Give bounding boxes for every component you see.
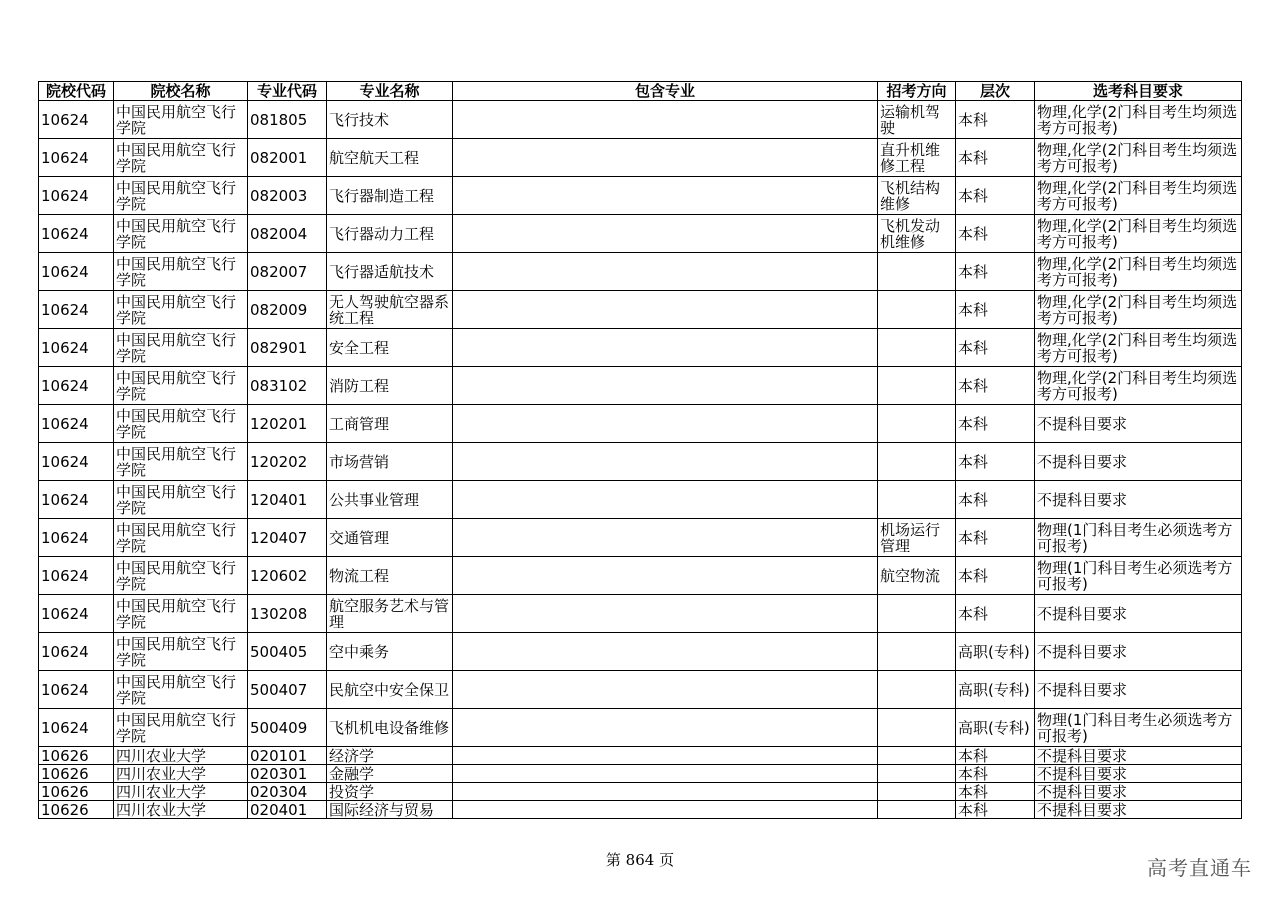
table-cell (878, 765, 956, 783)
table-cell (878, 595, 956, 633)
table-cell: 物理,化学(2门科目考生均须选考方可报考) (1035, 291, 1242, 329)
table-cell: 高职(专科) (956, 633, 1035, 671)
table-cell: 交通管理 (327, 519, 453, 557)
table-cell (878, 291, 956, 329)
table-cell: 四川农业大学 (114, 783, 248, 801)
table-cell (453, 443, 878, 481)
table-cell: 本科 (956, 519, 1035, 557)
table-cell: 120602 (248, 557, 327, 595)
table-cell: 10624 (39, 443, 114, 481)
table-cell: 机场运行管理 (878, 519, 956, 557)
table-cell: 物理,化学(2门科目考生均须选考方可报考) (1035, 253, 1242, 291)
table-cell: 082004 (248, 215, 327, 253)
table-cell: 中国民用航空飞行学院 (114, 633, 248, 671)
table-cell: 高职(专科) (956, 709, 1035, 747)
table-cell: 安全工程 (327, 329, 453, 367)
table-cell (453, 801, 878, 819)
table-cell: 本科 (956, 443, 1035, 481)
table-cell: 物理,化学(2门科目考生均须选考方可报考) (1035, 101, 1242, 139)
table-cell: 物理,化学(2门科目考生均须选考方可报考) (1035, 139, 1242, 177)
table-cell (453, 519, 878, 557)
table-cell: 082009 (248, 291, 327, 329)
table-row (39, 329, 1242, 367)
table-cell: 083102 (248, 367, 327, 405)
table-row (39, 405, 1242, 443)
table-cell: 081805 (248, 101, 327, 139)
table-cell: 中国民用航空飞行学院 (114, 367, 248, 405)
table-cell: 10624 (39, 481, 114, 519)
table-cell: 本科 (956, 215, 1035, 253)
table-cell (453, 329, 878, 367)
table-cell: 500409 (248, 709, 327, 747)
table-cell: 500407 (248, 671, 327, 709)
table-row (39, 481, 1242, 519)
table-cell: 本科 (956, 101, 1035, 139)
table-cell (878, 783, 956, 801)
table-cell: 中国民用航空飞行学院 (114, 253, 248, 291)
table-cell (453, 747, 878, 765)
column-header: 招考方向 (878, 82, 956, 101)
table-cell: 本科 (956, 329, 1035, 367)
table-cell: 四川农业大学 (114, 747, 248, 765)
table-row (39, 101, 1242, 139)
table-cell (453, 633, 878, 671)
table-cell: 10626 (39, 801, 114, 819)
table-cell: 10624 (39, 177, 114, 215)
table-cell: 10624 (39, 215, 114, 253)
table-cell: 无人驾驶航空器系统工程 (327, 291, 453, 329)
table-cell: 中国民用航空飞行学院 (114, 519, 248, 557)
table-cell (453, 595, 878, 633)
table-cell: 10624 (39, 291, 114, 329)
table-cell: 120407 (248, 519, 327, 557)
table-cell: 飞行技术 (327, 101, 453, 139)
table-cell (453, 765, 878, 783)
table-cell: 中国民用航空飞行学院 (114, 215, 248, 253)
table-cell: 本科 (956, 139, 1035, 177)
table-row (39, 139, 1242, 177)
table-cell: 四川农业大学 (114, 765, 248, 783)
table-cell: 500405 (248, 633, 327, 671)
column-header: 院校代码 (39, 82, 114, 101)
table-cell: 不提科目要求 (1035, 443, 1242, 481)
table-cell: 10624 (39, 367, 114, 405)
table-cell: 空中乘务 (327, 633, 453, 671)
table-row (39, 633, 1242, 671)
table-cell: 本科 (956, 765, 1035, 783)
column-header: 专业名称 (327, 82, 453, 101)
table-row (39, 367, 1242, 405)
table-cell: 不提科目要求 (1035, 595, 1242, 633)
column-header: 层次 (956, 82, 1035, 101)
column-header: 包含专业 (453, 82, 878, 101)
table-cell: 物理(1门科目考生必须选考方可报考) (1035, 709, 1242, 747)
header-row (39, 82, 1242, 101)
table-cell (878, 747, 956, 765)
table-cell: 120202 (248, 443, 327, 481)
table-cell: 10624 (39, 709, 114, 747)
table-cell (878, 633, 956, 671)
table-cell: 10624 (39, 633, 114, 671)
table-cell: 不提科目要求 (1035, 633, 1242, 671)
table-cell: 10626 (39, 783, 114, 801)
page-number: 第 864 页 (605, 851, 675, 869)
table-cell: 中国民用航空飞行学院 (114, 405, 248, 443)
table-cell: 四川农业大学 (114, 801, 248, 819)
table-cell: 市场营销 (327, 443, 453, 481)
table-cell: 10624 (39, 557, 114, 595)
table-cell: 物理,化学(2门科目考生均须选考方可报考) (1035, 367, 1242, 405)
column-header: 院校名称 (114, 82, 248, 101)
table-cell: 物理(1门科目考生必须选考方可报考) (1035, 557, 1242, 595)
table-cell: 不提科目要求 (1035, 671, 1242, 709)
table-cell: 10624 (39, 595, 114, 633)
table-cell (878, 405, 956, 443)
table-cell: 10626 (39, 747, 114, 765)
table-row (39, 291, 1242, 329)
table-cell: 本科 (956, 291, 1035, 329)
table-cell: 不提科目要求 (1035, 481, 1242, 519)
table-cell: 工商管理 (327, 405, 453, 443)
table-cell (453, 367, 878, 405)
table-cell: 金融学 (327, 765, 453, 783)
table-cell: 航空服务艺术与管理 (327, 595, 453, 633)
table-row (39, 801, 1242, 819)
table-cell: 本科 (956, 405, 1035, 443)
table-cell (453, 405, 878, 443)
table-cell: 消防工程 (327, 367, 453, 405)
table-cell: 中国民用航空飞行学院 (114, 177, 248, 215)
table-cell: 本科 (956, 253, 1035, 291)
table-cell: 120201 (248, 405, 327, 443)
column-header: 选考科目要求 (1035, 82, 1242, 101)
table-row (39, 177, 1242, 215)
table-cell (878, 481, 956, 519)
table-cell: 本科 (956, 177, 1035, 215)
table-cell: 10624 (39, 405, 114, 443)
table-row (39, 595, 1242, 633)
table-cell (453, 101, 878, 139)
table-cell: 本科 (956, 595, 1035, 633)
table-cell (878, 801, 956, 819)
table-cell: 直升机维修工程 (878, 139, 956, 177)
table-cell (878, 329, 956, 367)
table-cell: 经济学 (327, 747, 453, 765)
table-cell: 中国民用航空飞行学院 (114, 291, 248, 329)
admission-table (38, 81, 1242, 819)
table-cell: 投资学 (327, 783, 453, 801)
table-cell: 物理,化学(2门科目考生均须选考方可报考) (1035, 215, 1242, 253)
table-cell: 本科 (956, 747, 1035, 765)
table-cell (453, 783, 878, 801)
table-cell (453, 291, 878, 329)
table-cell: 10624 (39, 329, 114, 367)
table-row (39, 671, 1242, 709)
table-cell: 中国民用航空飞行学院 (114, 443, 248, 481)
table-row (39, 443, 1242, 481)
table-cell: 公共事业管理 (327, 481, 453, 519)
table-cell: 中国民用航空飞行学院 (114, 671, 248, 709)
table-cell: 不提科目要求 (1035, 765, 1242, 783)
table-cell: 民航空中安全保卫 (327, 671, 453, 709)
table-cell: 物流工程 (327, 557, 453, 595)
table-cell: 020301 (248, 765, 327, 783)
table-cell (453, 671, 878, 709)
table-cell: 10626 (39, 765, 114, 783)
table-cell (878, 367, 956, 405)
table-cell: 中国民用航空飞行学院 (114, 139, 248, 177)
table-cell: 航空物流 (878, 557, 956, 595)
table-cell: 飞机发动机维修 (878, 215, 956, 253)
table-cell: 物理,化学(2门科目考生均须选考方可报考) (1035, 329, 1242, 367)
table-cell: 中国民用航空飞行学院 (114, 101, 248, 139)
table-cell: 082007 (248, 253, 327, 291)
table-cell: 130208 (248, 595, 327, 633)
table-cell: 082003 (248, 177, 327, 215)
table-cell: 飞行器适航技术 (327, 253, 453, 291)
table-row (39, 783, 1242, 801)
table-body (39, 101, 1242, 819)
table-cell: 082901 (248, 329, 327, 367)
table-cell: 120401 (248, 481, 327, 519)
table-row (39, 215, 1242, 253)
table-cell: 飞机机电设备维修 (327, 709, 453, 747)
table-cell: 本科 (956, 783, 1035, 801)
table-cell (453, 177, 878, 215)
table-cell: 本科 (956, 557, 1035, 595)
table-cell (453, 557, 878, 595)
watermark-text: 高考直通车 (1147, 856, 1252, 880)
table-row (39, 557, 1242, 595)
table-cell: 不提科目要求 (1035, 801, 1242, 819)
table-cell (878, 443, 956, 481)
table-row (39, 747, 1242, 765)
table-cell: 中国民用航空飞行学院 (114, 481, 248, 519)
table-cell: 不提科目要求 (1035, 405, 1242, 443)
table-cell: 国际经济与贸易 (327, 801, 453, 819)
table-cell: 不提科目要求 (1035, 747, 1242, 765)
table-cell: 飞行器制造工程 (327, 177, 453, 215)
table-cell: 中国民用航空飞行学院 (114, 329, 248, 367)
table-cell: 飞机结构维修 (878, 177, 956, 215)
table-cell: 中国民用航空飞行学院 (114, 595, 248, 633)
table-cell: 本科 (956, 801, 1035, 819)
table-cell: 高职(专科) (956, 671, 1035, 709)
table-cell: 10624 (39, 253, 114, 291)
table-row (39, 519, 1242, 557)
table-cell (453, 709, 878, 747)
table-cell: 本科 (956, 481, 1035, 519)
column-header: 专业代码 (248, 82, 327, 101)
table-cell: 本科 (956, 367, 1035, 405)
table-cell: 020401 (248, 801, 327, 819)
table-cell (878, 671, 956, 709)
table-cell: 中国民用航空飞行学院 (114, 557, 248, 595)
table-cell (878, 709, 956, 747)
table-row (39, 253, 1242, 291)
table-cell: 运输机驾驶 (878, 101, 956, 139)
table-cell: 10624 (39, 101, 114, 139)
table-cell: 飞行器动力工程 (327, 215, 453, 253)
table-row (39, 765, 1242, 783)
table-cell: 物理,化学(2门科目考生均须选考方可报考) (1035, 177, 1242, 215)
table-cell: 10624 (39, 519, 114, 557)
table-cell: 082001 (248, 139, 327, 177)
table-cell (453, 215, 878, 253)
table-cell: 航空航天工程 (327, 139, 453, 177)
table-cell (453, 139, 878, 177)
table-row (39, 709, 1242, 747)
table-cell: 020304 (248, 783, 327, 801)
table-cell: 中国民用航空飞行学院 (114, 709, 248, 747)
table-cell: 10624 (39, 671, 114, 709)
table-cell: 不提科目要求 (1035, 783, 1242, 801)
table-cell: 物理(1门科目考生必须选考方可报考) (1035, 519, 1242, 557)
table-cell (453, 481, 878, 519)
table-cell (878, 253, 956, 291)
table-cell: 10624 (39, 139, 114, 177)
table-cell (453, 253, 878, 291)
table-cell: 020101 (248, 747, 327, 765)
